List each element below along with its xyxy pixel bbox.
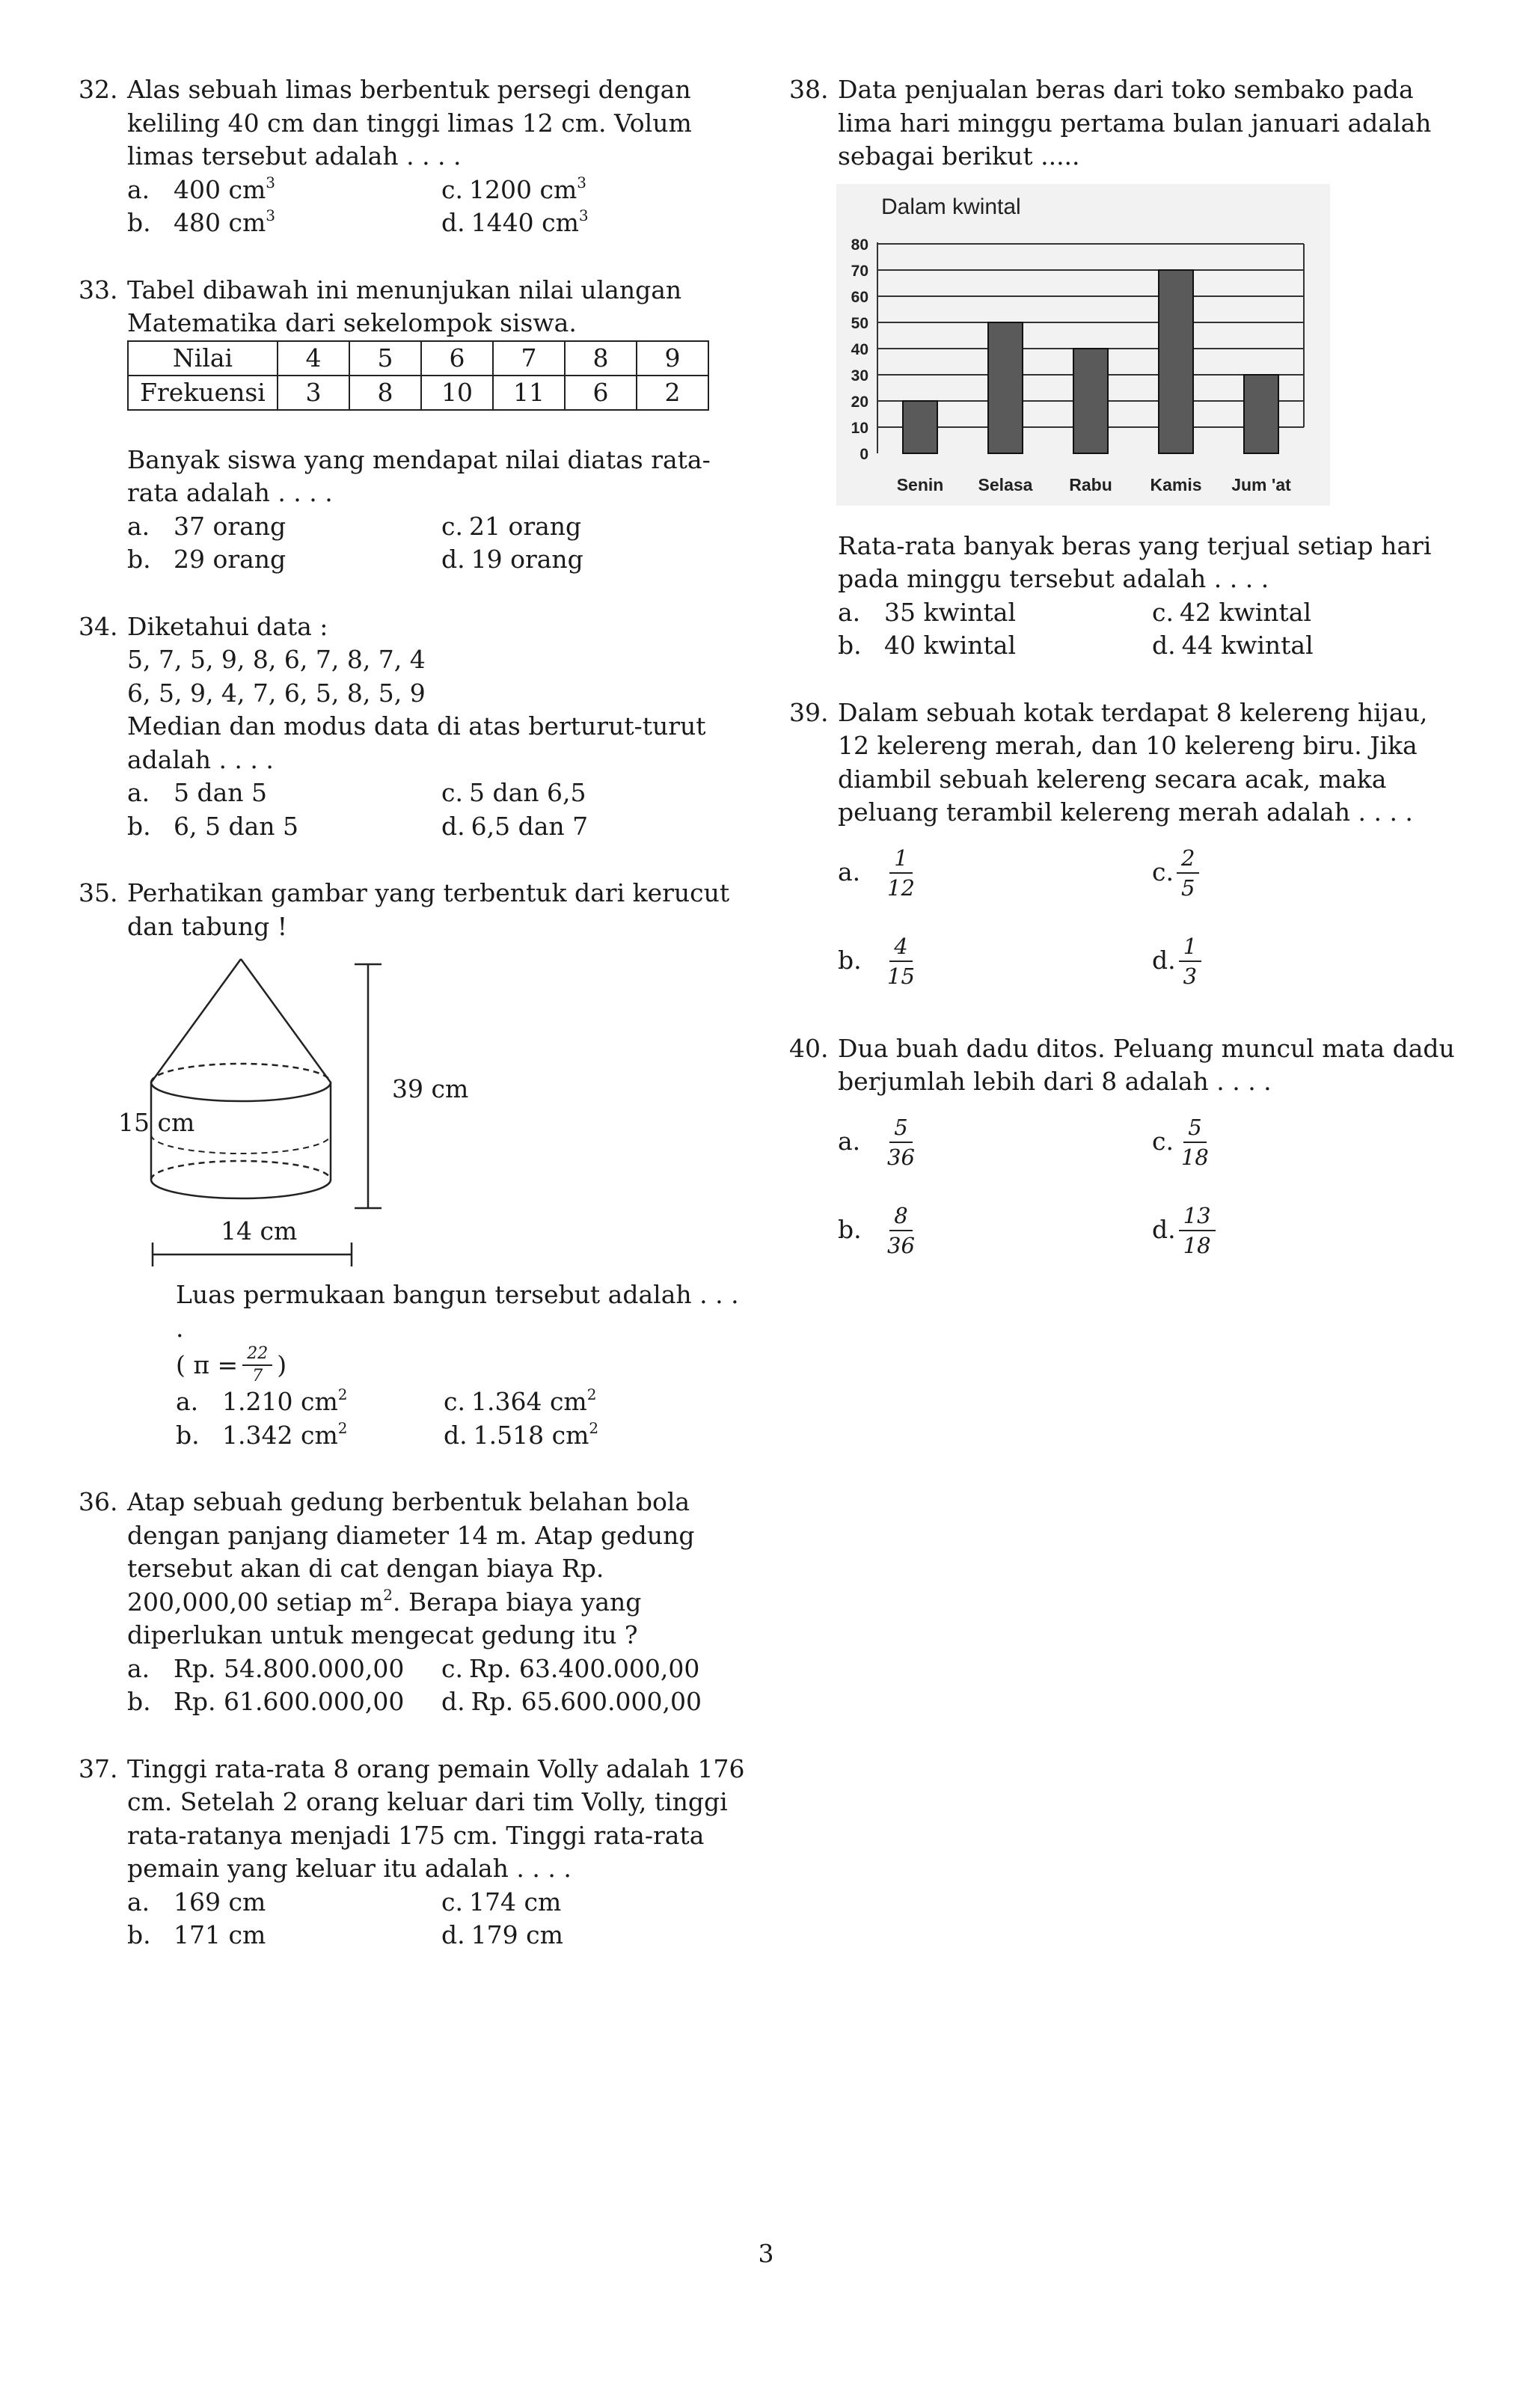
option-letter: a. bbox=[127, 1887, 150, 1917]
option-letter: a. bbox=[127, 778, 150, 807]
fraction-denominator: 36 bbox=[887, 1144, 915, 1170]
option-value: 1.342 cm bbox=[222, 1420, 338, 1450]
option-fraction bbox=[883, 1115, 919, 1170]
question-text: Median dan modus data di atas berturut-turut adalah . . . . bbox=[127, 711, 706, 774]
fraction-numerator: 5 bbox=[889, 1115, 912, 1143]
option-b bbox=[127, 1919, 441, 1952]
middle-dashed-line bbox=[151, 1135, 331, 1154]
option-letter: b. bbox=[127, 811, 151, 841]
option-letter: c. bbox=[1152, 857, 1174, 887]
option-letter: b. bbox=[127, 1687, 151, 1716]
fraction-numerator: 8 bbox=[889, 1203, 912, 1231]
option-a bbox=[838, 836, 1152, 910]
left-column bbox=[79, 73, 752, 1952]
table-cell: 10 bbox=[421, 376, 493, 410]
option-letter: d. bbox=[441, 545, 465, 574]
y-tick-label: 80 bbox=[851, 236, 868, 254]
table-cell: 2 bbox=[637, 376, 708, 410]
diameter-label: 14 cm bbox=[221, 1216, 298, 1246]
question-number: 37. bbox=[79, 1753, 118, 1783]
option-c bbox=[1152, 836, 1466, 910]
data-line: 6, 5, 9, 4, 7, 6, 5, 8, 5, 9 bbox=[127, 678, 426, 708]
y-tick-label: 40 bbox=[851, 340, 868, 358]
page-number: 3 bbox=[758, 2239, 774, 2268]
option-text: 174 cm bbox=[468, 1887, 562, 1917]
question-40 bbox=[789, 1032, 1462, 1268]
option-value: 1.518 cm bbox=[473, 1420, 589, 1450]
question-stem: Tabel dibawah ini menunjukan nilai ulangan Matematika dari sekelompok siswa. bbox=[127, 275, 682, 337]
option-letter: d. bbox=[441, 208, 465, 237]
option-letter: d. bbox=[441, 1687, 465, 1716]
option-letter: a. bbox=[838, 857, 861, 887]
question-38 bbox=[789, 73, 1462, 663]
question-number: 35. bbox=[79, 878, 118, 907]
bottom-ellipse-front bbox=[151, 1180, 331, 1198]
option-b bbox=[127, 1685, 441, 1719]
stem-part: Atap sebuah gedung berbentuk belahan bola dengan panjang diameter 14 m. Atap gedung tersebut akan di cat dengan biaya Rp. 200,000,00 setiap m bbox=[127, 1487, 695, 1617]
question-number: 40. bbox=[789, 1033, 829, 1063]
options bbox=[127, 174, 752, 240]
exponent: 2 bbox=[586, 1385, 597, 1403]
rice-sales-bar-chart bbox=[836, 184, 1330, 506]
option-text: 6,5 dan 7 bbox=[471, 811, 589, 841]
question-number: 32. bbox=[79, 75, 118, 104]
options bbox=[838, 836, 1462, 999]
right-column bbox=[789, 73, 1462, 1268]
exponent: 3 bbox=[266, 206, 275, 224]
question-stem: Tinggi rata-rata 8 orang pemain Volly adalah 176 cm. Setelah 2 orang keluar dari tim Volly, tinggi rata-ratanya menjadi 175 cm. Tinggi rata-rata pemain yang keluar itu adalah . . . . bbox=[127, 1753, 745, 1883]
option-c bbox=[1152, 596, 1466, 630]
top-ellipse-front bbox=[151, 1082, 331, 1101]
question-stem: Alas sebuah limas berbentuk persegi dengan keliling 40 cm dan tinggi limas 12 cm. Volum limas tersebut adalah . . . . bbox=[127, 75, 692, 171]
fraction-numerator: 22 bbox=[242, 1345, 272, 1366]
option-letter: b. bbox=[127, 1920, 151, 1949]
option-text bbox=[222, 1419, 347, 1453]
y-tick-label: 60 bbox=[851, 288, 868, 306]
question-stem: Data penjualan beras dari toko sembako pada lima hari minggu pertama bulan januari adalah sebagai berikut ..... bbox=[838, 75, 1432, 171]
option-a bbox=[127, 776, 441, 810]
exponent: 2 bbox=[337, 1385, 348, 1403]
frequency-table bbox=[127, 340, 709, 411]
exponent: 2 bbox=[383, 1585, 393, 1604]
fraction-denominator: 3 bbox=[1183, 963, 1198, 989]
question-stem: Diketahui data : bbox=[127, 611, 328, 641]
option-text: 29 orang bbox=[174, 545, 287, 574]
option-letter: a. bbox=[176, 1387, 199, 1416]
option-b bbox=[838, 629, 1152, 663]
side-label: 15 cm bbox=[118, 1108, 195, 1137]
option-c bbox=[1152, 1105, 1466, 1180]
table-row bbox=[128, 376, 708, 410]
y-tick-label: 30 bbox=[851, 367, 868, 385]
question-stem: Dalam sebuah kotak terdapat 8 kelereng hijau, 12 kelereng merah, dan 10 kelereng biru. Jika diambil sebuah kelereng secara acak, maka peluang terambil kelereng merah adalah . . . . bbox=[838, 697, 1428, 827]
x-tick-label: Senin bbox=[896, 474, 944, 494]
option-c bbox=[441, 174, 756, 207]
option-b bbox=[838, 924, 1152, 999]
option-value: 1.210 cm bbox=[222, 1387, 338, 1416]
option-c bbox=[441, 776, 756, 810]
table-cell: 5 bbox=[349, 341, 421, 376]
option-text: Rp. 65.600.000,00 bbox=[471, 1687, 702, 1716]
question-text: Luas permukaan bangun tersebut adalah . . . . bbox=[176, 1280, 739, 1343]
option-letter: c. bbox=[441, 174, 463, 204]
pi-close: ) bbox=[277, 1349, 287, 1379]
option-a bbox=[127, 1886, 441, 1920]
option-b bbox=[127, 810, 441, 844]
option-letter: b. bbox=[127, 208, 151, 237]
fraction-numerator: 5 bbox=[1183, 1115, 1206, 1143]
option-letter: d. bbox=[441, 1920, 465, 1949]
option-text: 171 cm bbox=[174, 1920, 266, 1949]
option-letter: c. bbox=[441, 1653, 463, 1683]
options bbox=[127, 1652, 752, 1719]
option-letter: d. bbox=[1152, 1215, 1176, 1245]
option-text: 5 dan 6,5 bbox=[468, 778, 586, 807]
fraction-denominator: 18 bbox=[1180, 1144, 1209, 1170]
option-value: 1200 cm bbox=[468, 174, 577, 204]
bottom-ellipse-back bbox=[151, 1161, 331, 1180]
height-label: 39 cm bbox=[392, 1074, 469, 1103]
y-tick-label: 20 bbox=[851, 393, 868, 411]
exponent: 2 bbox=[337, 1418, 348, 1437]
option-c bbox=[441, 1886, 756, 1920]
option-text bbox=[174, 174, 275, 207]
question-33 bbox=[79, 274, 752, 577]
table-cell: 8 bbox=[565, 341, 637, 376]
option-letter: c. bbox=[1152, 1127, 1174, 1156]
option-b bbox=[127, 543, 441, 577]
bar-selasa bbox=[988, 322, 1023, 453]
option-letter: a. bbox=[127, 511, 150, 541]
question-34 bbox=[79, 610, 752, 844]
question-39 bbox=[789, 696, 1462, 999]
table-row bbox=[128, 341, 708, 376]
option-c bbox=[441, 510, 756, 544]
option-a bbox=[127, 1652, 441, 1686]
option-letter: c. bbox=[441, 778, 463, 807]
question-text: Banyak siswa yang mendapat nilai diatas rata-rata adalah . . . . bbox=[127, 444, 711, 507]
question-stem: Dua buah dadu ditos. Peluang muncul mata dadu berjumlah lebih dari 8 adalah . . . . bbox=[838, 1033, 1455, 1096]
table-cell: 11 bbox=[493, 376, 565, 410]
option-d bbox=[441, 1919, 756, 1952]
option-d bbox=[1152, 629, 1466, 663]
x-tick-label: Jum 'at bbox=[1231, 474, 1291, 494]
option-text: 179 cm bbox=[471, 1920, 563, 1949]
question-number: 38. bbox=[789, 75, 829, 104]
option-text: 5 dan 5 bbox=[174, 778, 268, 807]
option-text: 19 orang bbox=[471, 545, 583, 574]
option-text: 37 orang bbox=[174, 511, 287, 541]
y-tick-label: 70 bbox=[851, 262, 868, 280]
option-letter: b. bbox=[176, 1420, 200, 1450]
option-fraction bbox=[1177, 845, 1199, 901]
top-ellipse-back bbox=[151, 1064, 331, 1082]
option-d bbox=[441, 810, 756, 844]
question-number: 36. bbox=[79, 1487, 118, 1516]
option-letter: c. bbox=[1152, 597, 1174, 627]
option-fraction bbox=[1179, 1203, 1216, 1258]
fraction-denominator: 12 bbox=[887, 874, 915, 901]
option-text bbox=[471, 1385, 596, 1419]
option-b bbox=[838, 1193, 1152, 1268]
option-letter: d. bbox=[444, 1420, 468, 1450]
question-stem bbox=[127, 1486, 752, 1652]
option-text: 35 kwintal bbox=[884, 597, 1017, 627]
option-a bbox=[176, 1385, 444, 1419]
stem-part: . Berapa biaya yang diperlukan untuk mengecat gedung itu ? bbox=[127, 1587, 642, 1649]
table-cell: 3 bbox=[278, 376, 349, 410]
chart-title: Dalam kwintal bbox=[881, 194, 1021, 219]
chart-y-ticks bbox=[851, 236, 868, 463]
exponent: 2 bbox=[589, 1418, 599, 1437]
options bbox=[176, 1385, 752, 1452]
question-text: Rata-rata banyak beras yang terjual setiap hari pada minggu tersebut adalah . . . . bbox=[838, 530, 1432, 593]
table-cell: 9 bbox=[637, 341, 708, 376]
x-tick-label: Selasa bbox=[978, 474, 1033, 494]
cone-cylinder-figure bbox=[118, 948, 546, 1277]
question-37 bbox=[79, 1753, 752, 1952]
option-d bbox=[1152, 1193, 1466, 1268]
options bbox=[838, 596, 1462, 663]
option-fraction bbox=[883, 845, 919, 901]
option-text bbox=[222, 1385, 347, 1419]
bar-rabu bbox=[1073, 349, 1108, 453]
table-cell: 8 bbox=[349, 376, 421, 410]
option-letter: b. bbox=[127, 545, 151, 574]
option-text bbox=[174, 206, 275, 240]
option-text: 6, 5 dan 5 bbox=[174, 811, 298, 841]
option-letter: c. bbox=[444, 1387, 465, 1416]
bar-kamis bbox=[1159, 270, 1193, 453]
fraction-numerator: 4 bbox=[889, 934, 912, 962]
option-c bbox=[441, 1652, 756, 1686]
fraction-numerator: 1 bbox=[889, 845, 912, 874]
option-value: 1440 cm bbox=[471, 208, 579, 237]
option-text: 42 kwintal bbox=[1179, 597, 1312, 627]
option-letter: a. bbox=[127, 174, 150, 204]
table-cell: 6 bbox=[421, 341, 493, 376]
table-cell: Frekuensi bbox=[128, 376, 278, 410]
table-cell: 4 bbox=[278, 341, 349, 376]
fraction-denominator: 5 bbox=[1180, 874, 1195, 901]
option-letter: a. bbox=[838, 1127, 861, 1156]
cone-edge-left bbox=[151, 959, 241, 1082]
options bbox=[127, 510, 752, 577]
question-36 bbox=[79, 1486, 752, 1719]
option-letter: b. bbox=[838, 631, 862, 660]
option-text: 21 orang bbox=[468, 511, 582, 541]
chart-background bbox=[836, 184, 1330, 506]
option-letter: b. bbox=[838, 946, 862, 975]
question-number: 34. bbox=[79, 611, 118, 641]
option-a bbox=[838, 1105, 1152, 1180]
question-stem: Perhatikan gambar yang terbentuk dari kerucut dan tabung ! bbox=[127, 878, 730, 941]
option-fraction bbox=[883, 1203, 919, 1258]
question-32 bbox=[79, 73, 752, 240]
table-cell: 7 bbox=[493, 341, 565, 376]
fraction-numerator: 1 bbox=[1179, 934, 1201, 962]
exponent: 3 bbox=[578, 206, 589, 224]
option-letter: a. bbox=[127, 1653, 150, 1683]
question-number: 39. bbox=[789, 697, 829, 727]
x-tick-label: Kamis bbox=[1150, 474, 1202, 494]
option-text: Rp. 63.400.000,00 bbox=[468, 1653, 700, 1683]
option-value: 480 cm bbox=[174, 208, 266, 237]
fraction-denominator: 36 bbox=[887, 1232, 915, 1258]
fraction-numerator: 2 bbox=[1177, 845, 1199, 874]
option-fraction bbox=[883, 934, 919, 989]
option-text bbox=[471, 206, 589, 240]
option-letter: d. bbox=[441, 811, 465, 841]
option-text bbox=[474, 1419, 598, 1453]
y-tick-label: 0 bbox=[860, 445, 868, 463]
exponent: 3 bbox=[577, 173, 586, 192]
exponent: 3 bbox=[266, 173, 275, 192]
option-b bbox=[127, 206, 441, 240]
fraction-denominator: 18 bbox=[1183, 1232, 1211, 1258]
fraction-numerator: 13 bbox=[1179, 1203, 1216, 1231]
fraction-denominator: 15 bbox=[887, 963, 915, 989]
option-letter: d. bbox=[1152, 946, 1176, 975]
option-text bbox=[469, 174, 586, 207]
y-tick-label: 10 bbox=[851, 419, 868, 437]
option-letter: c. bbox=[441, 1887, 463, 1917]
option-a bbox=[838, 596, 1152, 630]
x-tick-label: Rabu bbox=[1069, 474, 1112, 494]
pi-note bbox=[176, 1345, 752, 1385]
pi-fraction bbox=[242, 1345, 272, 1385]
option-fraction bbox=[1177, 1115, 1213, 1170]
option-value: 1.364 cm bbox=[471, 1387, 587, 1416]
pi-open: ( π = bbox=[176, 1349, 239, 1379]
options bbox=[838, 1105, 1462, 1268]
question-number: 33. bbox=[79, 275, 118, 304]
options bbox=[127, 776, 752, 843]
bar-senin bbox=[903, 401, 937, 453]
option-letter: a. bbox=[838, 597, 861, 627]
option-letter: b. bbox=[838, 1215, 862, 1245]
question-35 bbox=[79, 877, 752, 1452]
table-cell: Nilai bbox=[128, 341, 278, 376]
option-b bbox=[176, 1419, 444, 1453]
option-fraction bbox=[1179, 934, 1201, 989]
option-a bbox=[127, 510, 441, 544]
option-d bbox=[444, 1419, 743, 1453]
option-d bbox=[441, 206, 756, 240]
option-text: 40 kwintal bbox=[884, 631, 1017, 660]
option-text: Rp. 54.800.000,00 bbox=[174, 1653, 405, 1683]
option-letter: c. bbox=[441, 511, 463, 541]
question-body bbox=[127, 1278, 752, 1452]
y-tick-label: 50 bbox=[851, 314, 868, 332]
options bbox=[127, 1886, 752, 1952]
option-d bbox=[441, 1685, 756, 1719]
table-cell: 6 bbox=[565, 376, 637, 410]
option-text: 169 cm bbox=[174, 1887, 266, 1917]
option-text: Rp. 61.600.000,00 bbox=[174, 1687, 405, 1716]
option-letter: d. bbox=[1152, 631, 1176, 660]
option-a bbox=[127, 174, 441, 207]
bar-jumat bbox=[1244, 375, 1278, 453]
option-c bbox=[444, 1385, 743, 1419]
option-value: 400 cm bbox=[174, 174, 266, 204]
data-line: 5, 7, 5, 9, 8, 6, 7, 8, 7, 4 bbox=[127, 645, 426, 674]
fraction-denominator: 7 bbox=[252, 1367, 263, 1385]
option-d bbox=[1152, 924, 1466, 999]
option-text: 44 kwintal bbox=[1181, 631, 1314, 660]
option-d bbox=[441, 543, 756, 577]
